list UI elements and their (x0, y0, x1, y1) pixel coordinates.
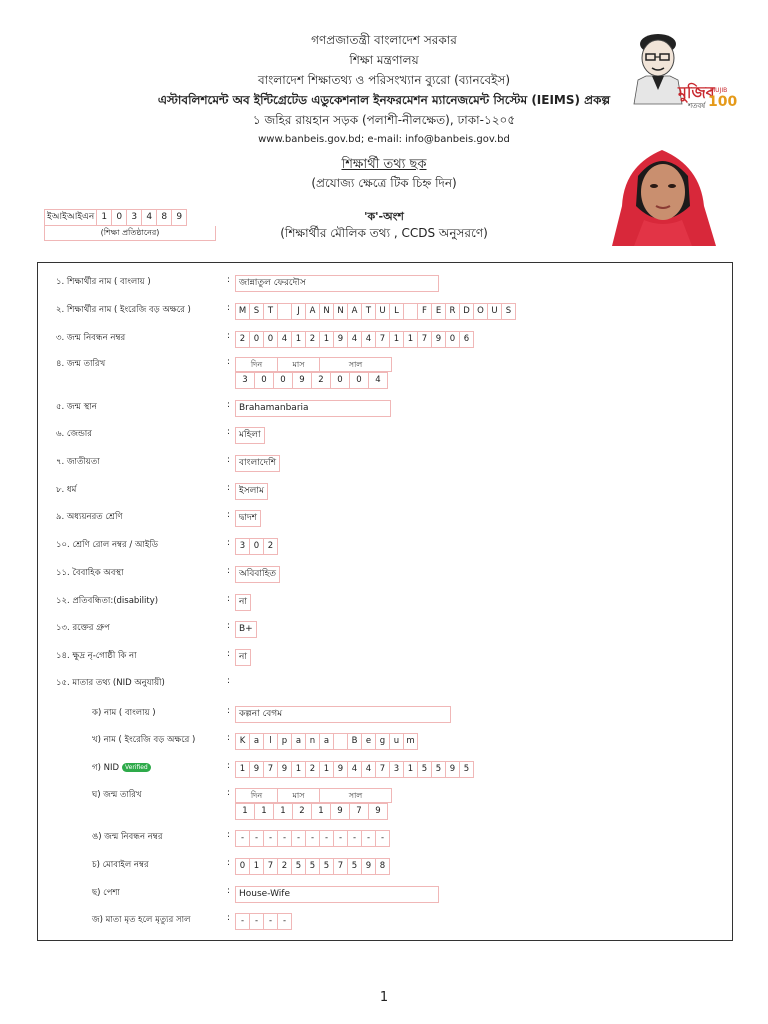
char-cell: J (292, 303, 306, 320)
char-cell: 7 (376, 331, 390, 348)
char-cell: S (502, 303, 516, 320)
char-cell: 5 (418, 761, 432, 778)
char-cell: 9 (432, 331, 446, 348)
field-label: ঙ) জন্ম নিবন্ধন নম্বর (92, 832, 163, 842)
birth-reg-chars (235, 331, 474, 348)
mujib-100-logo (626, 30, 738, 110)
char-cell: 4 (362, 761, 376, 778)
class-value: দ্বাদশ (235, 510, 261, 527)
religion-value: ইসলাম (235, 483, 268, 500)
char-cell: 9 (446, 761, 460, 778)
nid-label: গ) NID (92, 763, 119, 773)
field-label: ১৩. রক্তের গ্রুপ (56, 623, 110, 633)
char-cell: 0 (235, 858, 250, 875)
field-label: ৬. জেন্ডার (56, 429, 92, 439)
disability-value: না (235, 594, 251, 611)
char-cell: U (376, 303, 390, 320)
char-cell: 0 (274, 372, 293, 389)
char-cell: D (460, 303, 474, 320)
char-cell: m (404, 733, 418, 750)
char-cell: O (474, 303, 488, 320)
char-cell: - (334, 830, 348, 847)
name-bn-value: জান্নাতুল ফেরদৌস (235, 275, 439, 292)
form-title: শিক্ষার্থী তথ্য ছক (341, 157, 427, 172)
char-cell: - (250, 913, 264, 930)
char-cell: 0 (264, 331, 278, 348)
char-cell: 4 (348, 331, 362, 348)
char-cell: 5 (432, 761, 446, 778)
field-label: ৯. অধ্যয়নরত শ্রেণি (56, 512, 123, 522)
eiin-digit: 9 (172, 209, 187, 226)
char-cell: - (235, 830, 250, 847)
field-label: ১১. বৈবাহিক অবস্থা (56, 568, 124, 578)
date-month-label: মাস (278, 357, 320, 372)
char-cell: 2 (312, 372, 331, 389)
field-label: ৪. জন্ম তারিখ (56, 359, 106, 369)
char-cell: 4 (362, 331, 376, 348)
char-cell: 8 (376, 858, 390, 875)
form-subtitle: (প্রযোজ্য ক্ষেত্রে টিক চিহ্ন দিন) (311, 176, 457, 190)
char-cell: T (264, 303, 278, 320)
student-info-form: ১. শিক্ষার্থীর নাম ( বাংলায় ) : জান্নাতুল ফেরদৌস ২. শিক্ষার্থীর নাম ( ইংরেজি বড় অক্ষরে ) : M S T J A N N A T U L F E R D O U S ৩. জন্ম নিবন্ধন নম্বর : 2 0 0 4 1 2 1 9 4 4 7 1 1 7 9 0 6 ৪. জন্ম তারিখ : দিন মাস সাল 3 0 0 9 2 0 0 4 ৫. জন্ম স্থান : Brahamanbaria ৬. জেন্ডার : মহিলা ৭. জাতীয়তা : বাংলাদেশি ৮. ধর্ম : ইসলাম ৯. অধ্যয়নরত শ্রেণি : দ্বাদশ ১০. শ্রেণি রোল নম্বর / আইডি : 3 0 2 ১১. বৈবাহিক অবস্থা : অবিবাহিত ১২. প্রতিবন্ধিতা:(disability) : না ১৩. রক্তের গ্রুপ : B+ ১৪. ক্ষুদ্র নৃ-গোষ্ঠী কি না : না ১৫. মাতার তথ্য (NID অনুযায়ী) : ক) নাম ( বাংলায় ) : কল্পনা বেগম খ) নাম ( ইংরেজি বড় অক্ষরে ) : K a l p a n a B e g u m গ) NID Verified : 1 9 7 9 1 2 1 9 4 4 7 3 1 5 5 9 5 ঘ) জন্ম তারিখ : দিন মাস সাল 1 1 1 2 1 9 7 9 ঙ) জন্ম নিবন্ধন নম্বর : - - - - - - - - - - - চ) মোবাইল নম্বর : 0 1 7 2 5 5 5 7 5 9 8 ছ) পেশা : House-Wife জ) মাতা মৃত হলে মৃত্যুর সাল : - - - - (37, 262, 733, 941)
char-cell: 7 (376, 761, 390, 778)
field-label: ক) নাম ( বাংলায় ) (92, 708, 156, 718)
char-cell: 5 (320, 858, 334, 875)
char-cell (334, 733, 348, 750)
char-cell: a (320, 733, 334, 750)
char-cell: 1 (320, 761, 334, 778)
char-cell: 4 (369, 372, 388, 389)
char-cell: 9 (331, 803, 350, 820)
char-cell: 2 (306, 761, 320, 778)
char-cell: 7 (334, 858, 348, 875)
char-cell: 0 (250, 331, 264, 348)
page-number: 1 (379, 990, 389, 1005)
char-cell: 9 (293, 372, 312, 389)
char-cell: F (418, 303, 432, 320)
char-cell: a (250, 733, 264, 750)
char-cell: U (488, 303, 502, 320)
field-label: জ) মাতা মৃত হলে মৃত্যুর সাল (92, 915, 191, 925)
char-cell: A (348, 303, 362, 320)
eiin-digit: 8 (157, 209, 172, 226)
mother-occupation-value: House-Wife (235, 886, 439, 903)
char-cell: 3 (235, 372, 255, 389)
char-cell: 9 (362, 858, 376, 875)
char-cell: T (362, 303, 376, 320)
mother-mobile-chars (235, 858, 390, 875)
char-cell: - (264, 913, 278, 930)
mother-dob-chars (235, 803, 392, 820)
field-label: ৩. জন্ম নিবন্ধন নম্বর (56, 333, 126, 343)
mother-dob-date (235, 788, 392, 820)
eiin-digit: 3 (127, 209, 142, 226)
char-cell: 2 (235, 331, 250, 348)
mother-death-year-chars (235, 913, 292, 930)
svg-text:মুজিব: মুজিব (678, 83, 715, 102)
char-cell: a (292, 733, 306, 750)
char-cell: 1 (292, 761, 306, 778)
char-cell: 1 (404, 761, 418, 778)
char-cell: 4 (278, 331, 292, 348)
char-cell: 7 (350, 803, 369, 820)
char-cell: 5 (306, 858, 320, 875)
verified-badge: Verified (122, 763, 151, 772)
char-cell: - (362, 830, 376, 847)
char-cell: 9 (334, 331, 348, 348)
char-cell: 1 (320, 331, 334, 348)
char-cell: B (348, 733, 362, 750)
char-cell: 2 (306, 331, 320, 348)
field-label: ছ) পেশা (92, 888, 120, 898)
char-cell: 0 (446, 331, 460, 348)
eiin-digit: 1 (97, 209, 112, 226)
char-cell: N (334, 303, 348, 320)
char-cell: 5 (348, 858, 362, 875)
char-cell: 2 (278, 858, 292, 875)
char-cell: M (235, 303, 250, 320)
field-label: ১৫. মাতার তথ্য (NID অনুযায়ী) (56, 678, 165, 688)
char-cell: 0 (350, 372, 369, 389)
dob-chars (235, 372, 392, 389)
char-cell: 1 (390, 331, 404, 348)
char-cell: 1 (235, 761, 250, 778)
eiin-sublabel: (শিক্ষা প্রতিষ্ঠানের) (44, 226, 216, 241)
char-cell: u (390, 733, 404, 750)
header-address: ১ জহির রায়হান সড়ক (পলাশী-নীলক্ষেত), ঢাকা-১২০৫ (252, 113, 516, 127)
mother-name-bn-value: কল্পনা বেগম (235, 706, 451, 723)
char-cell: E (432, 303, 446, 320)
char-cell: N (320, 303, 334, 320)
char-cell: - (292, 830, 306, 847)
char-cell: - (320, 830, 334, 847)
eiin-label: ইআইআইএন (44, 209, 97, 226)
field-label: ১২. প্রতিবন্ধিতা:(disability) (56, 596, 159, 606)
field-label: ৫. জন্ম স্থান (56, 402, 97, 412)
field-label (92, 761, 151, 775)
mother-birth-reg-chars (235, 830, 390, 847)
date-month-label: মাস (278, 788, 320, 803)
mother-nid-chars (235, 761, 474, 778)
section-title: 'ক'-অংশ (364, 210, 404, 223)
char-cell: - (278, 913, 292, 930)
char-cell: e (362, 733, 376, 750)
char-cell: 7 (264, 858, 278, 875)
section-subtitle: (শিক্ষার্থীর মৌলিক তথ্য , CCDS অনুসরণে) (280, 226, 488, 240)
char-cell: 9 (369, 803, 388, 820)
roll-chars (235, 538, 278, 555)
eiin-digit: 4 (142, 209, 157, 226)
char-cell: 1 (404, 331, 418, 348)
char-cell: g (376, 733, 390, 750)
char-cell: 3 (390, 761, 404, 778)
date-day-label: দিন (235, 788, 278, 803)
char-cell: 9 (334, 761, 348, 778)
char-cell: 1 (255, 803, 274, 820)
char-cell: 5 (292, 858, 306, 875)
header-government: গণপ্রজাতন্ত্রী বাংলাদেশ সরকার (311, 33, 457, 47)
mother-name-en-chars (235, 733, 418, 750)
char-cell: 1 (274, 803, 293, 820)
header-project: এস্টাবলিশমেন্ট অব ইন্টিগ্রেটেড এডুকেশনাল ইনফরমেশন ম্যানেজমেন্ট সিস্টেম (IEIMS) প্রকল্প (157, 93, 611, 107)
ethnic-value: না (235, 649, 251, 666)
char-cell: - (348, 830, 362, 847)
nationality-value: বাংলাদেশি (235, 455, 280, 472)
date-day-label: দিন (235, 357, 278, 372)
char-cell: 2 (264, 538, 278, 555)
date-year-label: সাল (320, 357, 392, 372)
marital-value: অবিবাহিত (235, 566, 280, 583)
svg-text:MUJIB: MUJIB (710, 87, 728, 94)
char-cell: - (306, 830, 320, 847)
char-cell: 1 (312, 803, 331, 820)
char-cell: 9 (278, 761, 292, 778)
field-label: ৭. জাতীয়তা (56, 457, 100, 467)
eiin-digit: 0 (112, 209, 127, 226)
char-cell: K (235, 733, 250, 750)
char-cell: 0 (250, 538, 264, 555)
char-cell: 0 (331, 372, 350, 389)
char-cell: - (278, 830, 292, 847)
date-year-label: সাল (320, 788, 392, 803)
field-label: ঘ) জন্ম তারিখ (92, 790, 142, 800)
char-cell: 5 (460, 761, 474, 778)
char-cell: - (376, 830, 390, 847)
field-label: ১৪. ক্ষুদ্র নৃ-গোষ্ঠী কি না (56, 651, 137, 661)
header-ministry: শিক্ষা মন্ত্রণালয় (349, 53, 419, 67)
field-label: খ) নাম ( ইংরেজি বড় অক্ষরে ) (92, 735, 196, 745)
char-cell: S (250, 303, 264, 320)
char-cell: p (278, 733, 292, 750)
header-bureau: বাংলাদেশ শিক্ষাতথ্য ও পরিসংখ্যান ব্যুরো (ব্যানবেইস) (257, 73, 511, 87)
name-en-chars (235, 303, 516, 320)
char-cell: 4 (348, 761, 362, 778)
blood-value: B+ (235, 621, 257, 638)
char-cell (278, 303, 292, 320)
char-cell: - (235, 913, 250, 930)
char-cell: L (390, 303, 404, 320)
char-cell: 7 (264, 761, 278, 778)
char-cell: 0 (255, 372, 274, 389)
char-cell: A (306, 303, 320, 320)
char-cell: 3 (235, 538, 250, 555)
char-cell: 2 (293, 803, 312, 820)
char-cell: 1 (235, 803, 255, 820)
char-cell: 1 (292, 331, 306, 348)
char-cell: - (250, 830, 264, 847)
char-cell: R (446, 303, 460, 320)
gender-value: মহিলা (235, 427, 265, 444)
field-label: ১. শিক্ষার্থীর নাম ( বাংলায় ) (56, 277, 151, 287)
section-title-block (0, 209, 768, 241)
field-label: ৮. ধর্ম (56, 485, 77, 495)
field-label: ২. শিক্ষার্থীর নাম ( ইংরেজি বড় অক্ষরে ) (56, 305, 191, 315)
svg-text:100: 100 (708, 94, 738, 110)
char-cell: 6 (460, 331, 474, 348)
char-cell: 9 (250, 761, 264, 778)
form-title-block (0, 156, 768, 192)
birth-place-value: Brahamanbaria (235, 400, 391, 417)
char-cell (404, 303, 418, 320)
dob-date (235, 357, 392, 389)
char-cell: l (264, 733, 278, 750)
header-contact: www.banbeis.gov.bd; e-mail: info@banbeis.gov.bd (258, 134, 510, 145)
field-label: ১০. শ্রেণি রোল নম্বর / আইডি (56, 540, 159, 550)
char-cell: - (264, 830, 278, 847)
field-label: চ) মোবাইল নম্বর (92, 860, 149, 870)
svg-text:শতবর্ষ: শতবর্ষ (688, 102, 706, 110)
char-cell: 7 (418, 331, 432, 348)
char-cell: n (306, 733, 320, 750)
char-cell: 1 (250, 858, 264, 875)
